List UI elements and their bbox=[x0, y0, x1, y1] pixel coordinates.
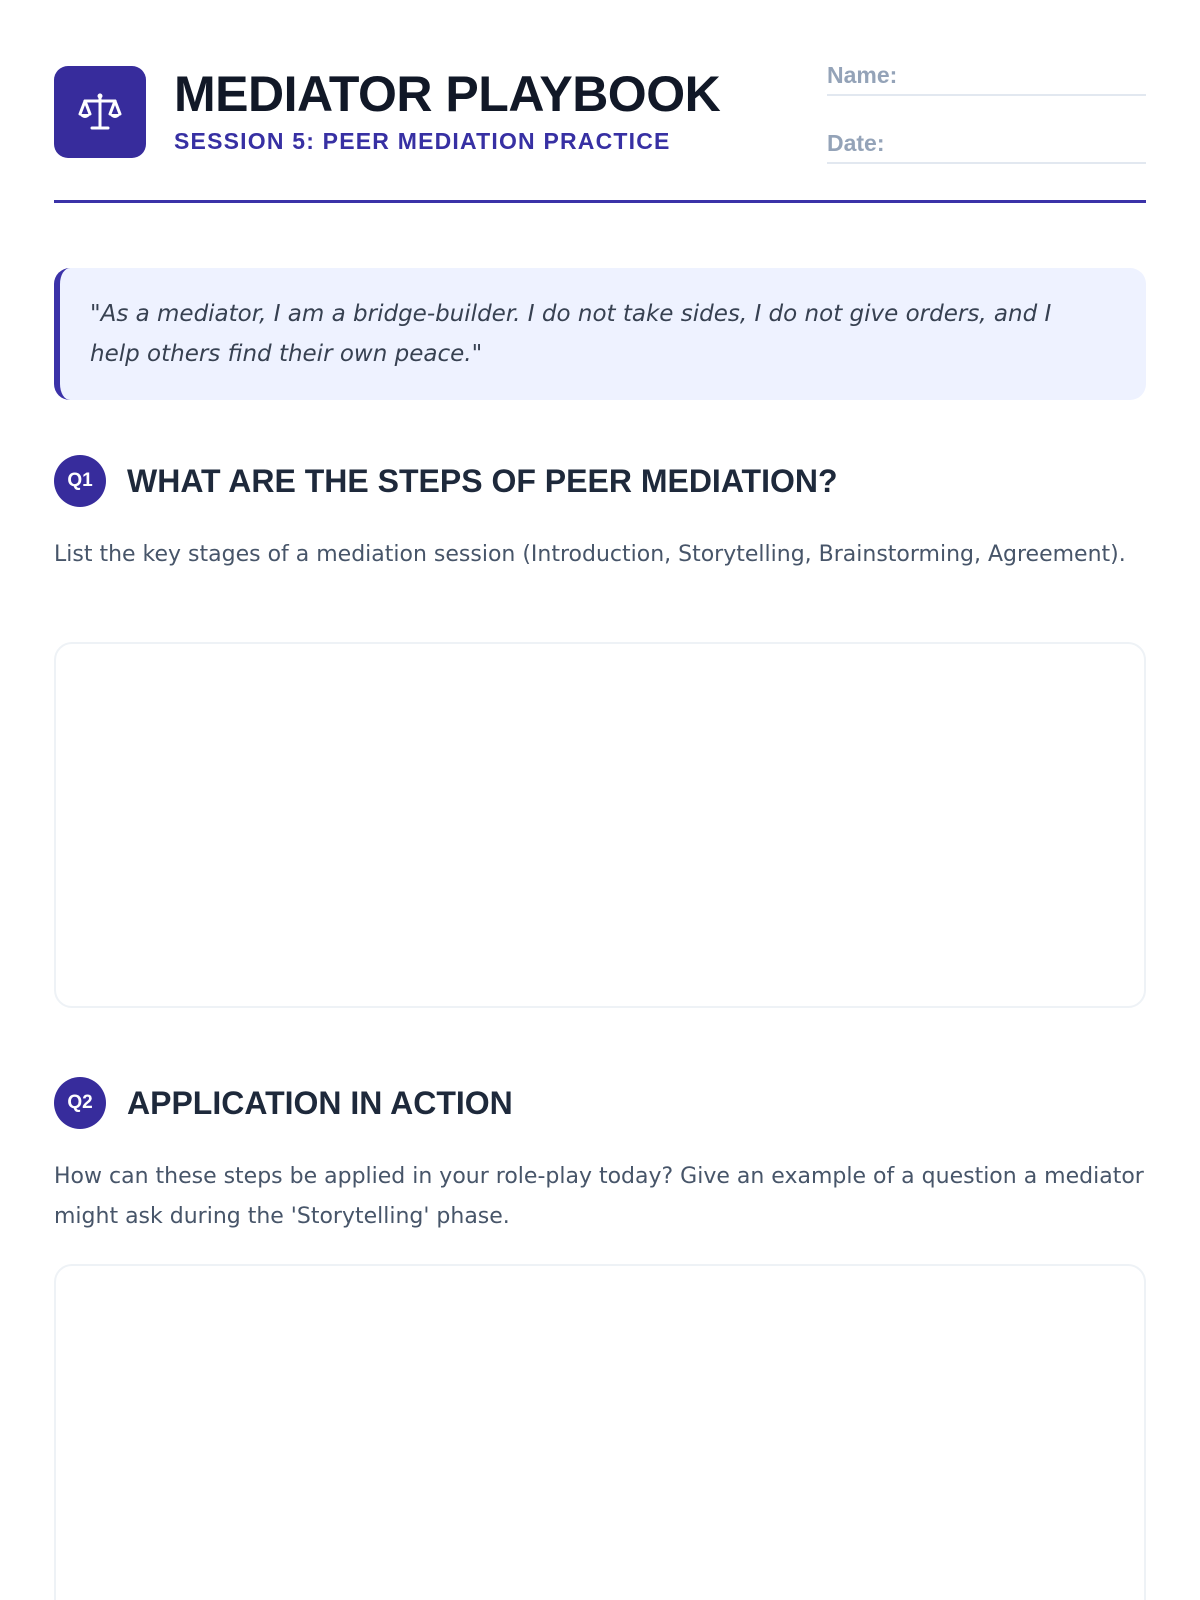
mediator-pledge-quote: "As a mediator, I am a bridge-builder. I do not take sides, I do not give orders, and I help others find their own peace." bbox=[54, 268, 1146, 400]
scales-of-justice-icon bbox=[75, 87, 125, 137]
question-2-title: APPLICATION IN ACTION bbox=[127, 1085, 513, 1121]
page-title: MEDIATOR PLAYBOOK bbox=[174, 66, 721, 122]
logo-badge bbox=[54, 66, 146, 158]
question-2-badge: Q2 bbox=[54, 1077, 106, 1129]
header bbox=[54, 64, 1146, 203]
question-1-answer-box[interactable] bbox=[54, 642, 1146, 1008]
date-label: Date: bbox=[827, 130, 885, 156]
question-1-badge: Q1 bbox=[54, 455, 106, 507]
question-2-description: How can these steps be applied in your role-play today? Give an example of a question a mediator might ask during the 'Storytelling' phase. bbox=[54, 1164, 1144, 1229]
worksheet-page bbox=[54, 0, 1146, 1600]
name-field[interactable] bbox=[827, 56, 1146, 96]
date-field[interactable] bbox=[827, 124, 1146, 164]
question-2-answer-box[interactable] bbox=[54, 1264, 1146, 1600]
question-1-description: List the key stages of a mediation session (Introduction, Storytelling, Brainstorming, Agreement). bbox=[54, 542, 1126, 567]
question-1-title: WHAT ARE THE STEPS OF PEER MEDIATION? bbox=[127, 463, 838, 499]
page-subtitle: SESSION 5: PEER MEDIATION PRACTICE bbox=[174, 128, 671, 154]
name-label: Name: bbox=[827, 62, 898, 88]
